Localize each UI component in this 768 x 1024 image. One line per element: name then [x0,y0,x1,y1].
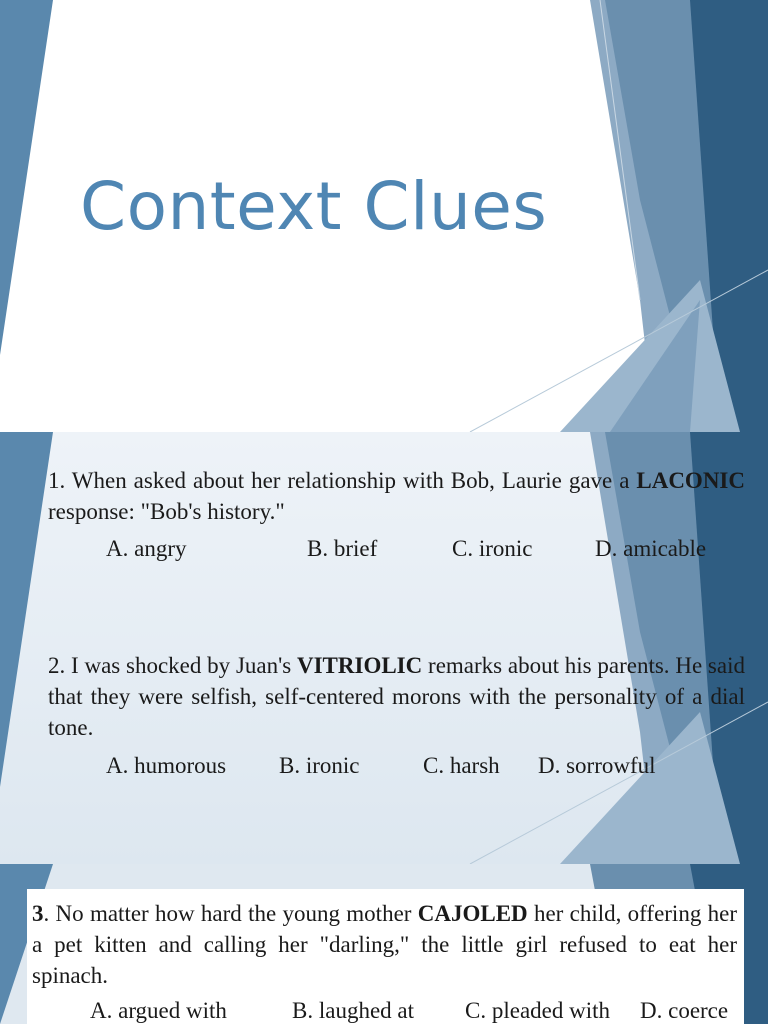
option-d[interactable]: D. sorrowful [538,753,656,778]
question-text: response: "Bob's history." [48,499,285,524]
option-c[interactable]: C. pleaded with [465,998,610,1023]
option-b[interactable]: B. ironic [279,753,360,778]
option-d[interactable]: D. amicable [595,536,707,561]
question-text: her child, offering her a pet kitten and calling her "darling," the little girl refused to eat her spinach. [32,901,737,988]
question-2 [48,650,745,743]
vocabulary-word: CAJOLED [417,901,528,926]
slide-questions [0,432,768,864]
option-a[interactable]: A. argued with [90,998,227,1023]
option-b[interactable]: B. brief [307,536,378,561]
slide-title [0,0,768,432]
question-1 [48,465,745,527]
option-c[interactable]: C. harsh [423,753,500,778]
question-text: . I was shocked by Juan's [59,653,297,678]
option-d[interactable]: D. coerce [640,998,729,1023]
question-number: 3 [32,901,44,926]
slide-title-text: Context Clues [80,168,548,245]
question-number: 1 [48,468,60,493]
question-number: 2 [48,653,60,678]
slide-question-3 [0,864,768,1024]
option-b[interactable]: B. laughed at [292,998,414,1023]
vocabulary-word: LACONIC [636,468,745,493]
option-a[interactable]: A. angry [106,536,187,561]
option-c[interactable]: C. ironic [452,536,533,561]
left-accent-shape [0,0,53,355]
question-text: remarks about his parents. He said that they were selfish, self-centered morons with the personality of a dial tone. [48,653,745,740]
question-3 [32,898,737,991]
vocabulary-word: VITRIOLIC [296,653,423,678]
question-text: . When asked about her relationship with Bob, Laurie gave a [59,468,637,493]
question-text: . No matter how hard the young mother [43,901,418,926]
option-a[interactable]: A. humorous [106,753,227,778]
